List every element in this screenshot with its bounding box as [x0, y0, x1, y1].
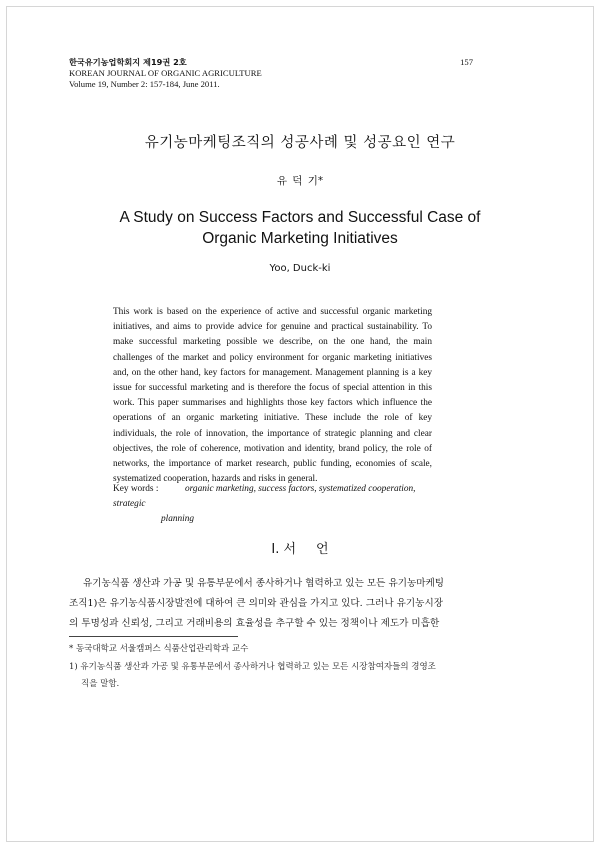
keywords: [113, 482, 433, 528]
paper-title-english-line1: A Study on Success Factors and Successful Case of: [119, 209, 481, 226]
author-korean: 유 덕 기*: [276, 175, 324, 187]
author-english: Yoo, Duck-ki: [269, 263, 331, 274]
section-heading: [0, 538, 600, 557]
section-number: Ⅰ. 서: [271, 542, 297, 557]
journal-title-english: KOREAN JOURNAL OF ORGANIC AGRICULTURE: [69, 68, 262, 78]
page-number: 157: [460, 57, 473, 67]
keywords-label: Key words :: [113, 484, 159, 494]
paper-title-korean: 유기농마케팅조직의 성공사례 및 성공요인 연구: [144, 135, 456, 151]
footnote-1-line2: 직을 말함.: [81, 679, 120, 689]
paper-title-english-line2: Organic Marketing Initiatives: [202, 230, 398, 247]
footnotes: [69, 641, 500, 694]
journal-title-korean: 한국유기농업학회지 제19권 2호: [69, 57, 187, 67]
footnote-affiliation: * 동국대학교 서울캠퍼스 식품산업관리학과 교수: [69, 644, 249, 654]
body-line-1: 유기농식품 생산과 가공 및 유통부문에서 종사하거나 협력하고 있는 모든 유기농마케팅: [83, 578, 445, 589]
journal-header: [69, 57, 262, 90]
body-line-2: 조직1)은 유기농식품시장발전에 대하여 큰 의미와 관심을 가지고 있다. 그러나 유기농시장: [69, 597, 443, 609]
abstract: This work is based on the experience of active and successful organic marketing initiatives, and aims to provide advice for genuine and practical sustainability. To make successful marketing possible we describe, on the one hand, the main challenges of the market and policy environment for organic marketing initiatives and, on the other hand, key factors for management. Management planning is a key issue for successful marketing and is therefore the focus of special attention in this work. This paper summarises and highlights those key factors which influence the operations of an organic marketing initiative. These include the role of key individuals, the role of innovation, the importance of strategic planning and clear objectives, the role of coherence, motivation and identity, brand policy, the role of networks, the importance of market research, public funding, economies of scale, systematized cooperation, hazards and risks in general.: [113, 307, 432, 485]
section-title-end: 언: [316, 542, 329, 557]
keywords-line2: planning: [161, 514, 195, 525]
keywords-line1: organic marketing, success factors, systematized cooperation, strategic: [113, 484, 416, 510]
paper-title-english: [0, 207, 600, 249]
footnote-divider: [69, 636, 238, 637]
body-line-3: 의 투명성과 신뢰성, 그리고 거래비용의 효율성을 추구할 수 있는 정책이나 제도가 미흡한: [69, 617, 440, 629]
volume-info: Volume 19, Number 2: 157-184, June 2011.: [69, 79, 220, 89]
footnote-1-line1: 1) 유기농식품 생산과 가공 및 유통부문에서 종사하거나 협력하고 있는 모든 시장참여자들의 경영조: [69, 661, 436, 672]
body-text: [69, 574, 500, 633]
